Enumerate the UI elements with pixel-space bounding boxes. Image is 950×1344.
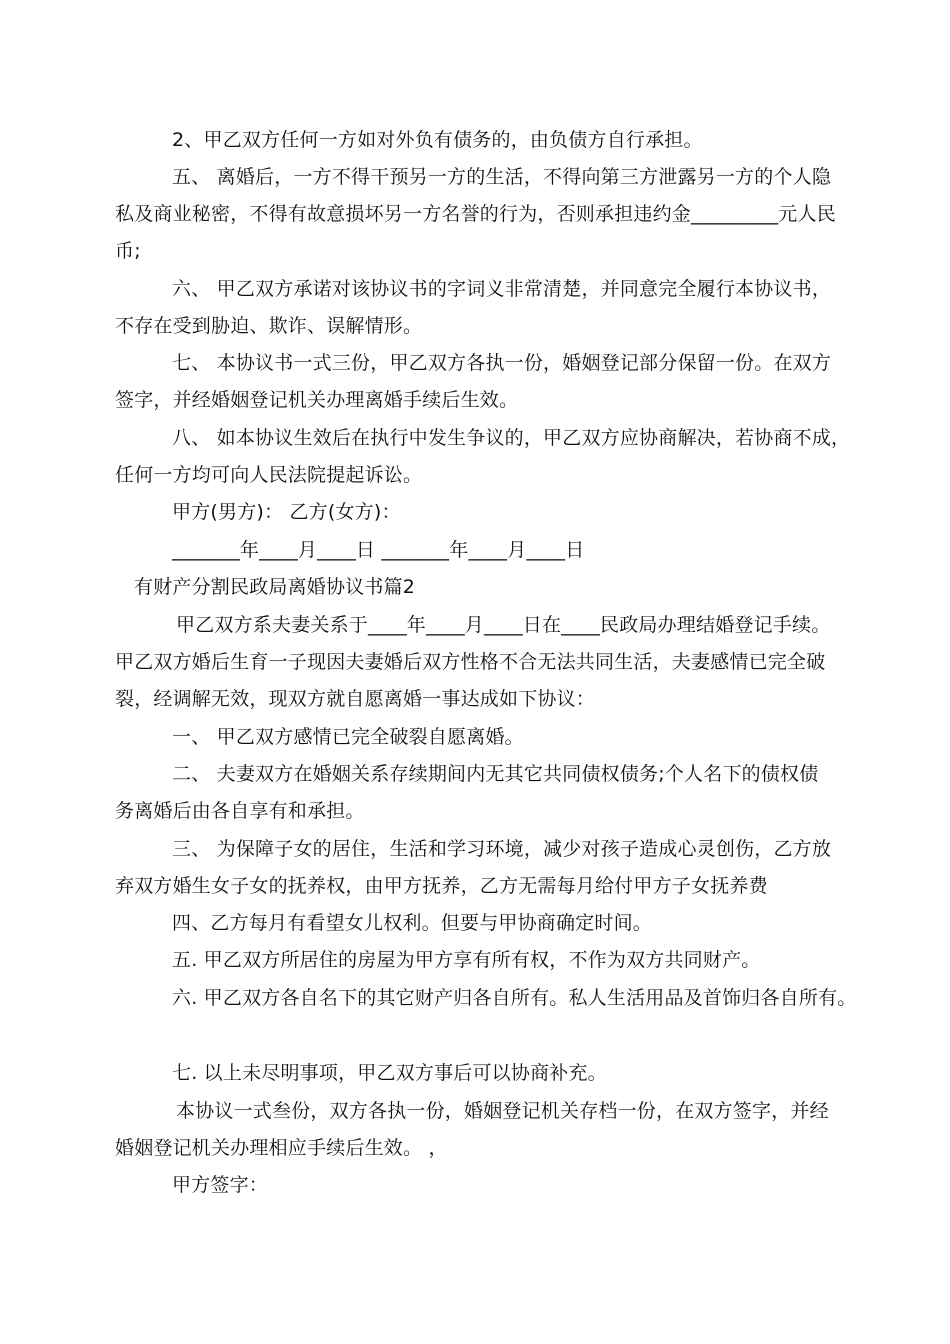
text-line: 甲乙双方系夫妻关系于____年____月____日在____民政局办理结婚登记手续。 bbox=[176, 614, 831, 636]
text-line: 七、 本协议书一式三份，甲乙双方各执一份，婚姻登记部分保留一份。在双方 bbox=[172, 352, 832, 374]
text-line: 私及商业秘密，不得有故意损坏另一方名誉的行为，否则承担违约金_________元人民 bbox=[115, 203, 836, 225]
section-heading: 有财产分割民政局离婚协议书篇2 bbox=[134, 576, 416, 598]
text-line: 一、 甲乙双方感情已完全破裂自愿离婚。 bbox=[172, 726, 524, 748]
text-line: 七. 以上未尽明事项，甲乙双方事后可以协商补充。 bbox=[172, 1062, 607, 1084]
text-line: 三、 为保障子女的居住，生活和学习环境，减少对孩子造成心灵创伤，乙方放 bbox=[172, 838, 832, 860]
signature-label: 甲方签字： bbox=[172, 1174, 269, 1196]
text-line: 任何一方均可向人民法院提起诉讼。 bbox=[115, 464, 423, 486]
text-line: 四、乙方每月有看望女儿权利。但要与甲协商确定时间。 bbox=[172, 912, 653, 934]
text-line: 婚姻登记机关办理相应手续后生效。 ， bbox=[115, 1137, 448, 1159]
date-line: _______年____月____日 _______年____月____日 bbox=[172, 539, 585, 561]
text-line: 2、甲乙双方任何一方如对外负有债务的，由负债方自行承担。 bbox=[172, 129, 703, 151]
text-line: 六. 甲乙双方各自名下的其它财产归各自所有。私人生活用品及首饰归各自所有。 bbox=[172, 987, 857, 1009]
text-line: 本协议一式叁份，双方各执一份，婚姻登记机关存档一份，在双方签字，并经 bbox=[176, 1100, 829, 1122]
text-line: 裂，经调解无效，现双方就自愿离婚一事达成如下协议： bbox=[115, 688, 596, 710]
text-line: 五、 离婚后，一方不得干预另一方的生活，不得向第三方泄露另一方的个人隐 bbox=[172, 166, 832, 188]
text-line: 六、 甲乙双方承诺对该协议书的字词义非常清楚，并同意完全履行本协议书， bbox=[172, 278, 832, 300]
text-line: 签字，并经婚姻登记机关办理离婚手续后生效。 bbox=[115, 389, 519, 411]
text-line: 不存在受到胁迫、欺诈、误解情形。 bbox=[115, 315, 423, 337]
text-line: 八、 如本协议生效后在执行中发生争议的，甲乙双方应协商解决，若协商不成， bbox=[172, 427, 851, 449]
text-line: 二、 夫妻双方在婚姻关系存续期间内无其它共同债权债务;个人名下的债权债 bbox=[172, 763, 819, 785]
text-line: 弃双方婚生女子女的抚养权，由甲方抚养，乙方无需每月给付甲方子女抚养费 bbox=[115, 875, 768, 897]
text-line: 甲乙双方婚后生育一子现因夫妻婚后双方性格不合无法共同生活，夫妻感情已完全破 bbox=[115, 651, 826, 673]
text-line: 五. 甲乙双方所居住的房屋为甲方享有所有权，不作为双方共同财产。 bbox=[172, 949, 761, 971]
signature-labels: 甲方(男方)： 乙方(女方)： bbox=[172, 501, 401, 523]
text-line: 务离婚后由各自享有和承担。 bbox=[115, 800, 365, 822]
text-line: 币; bbox=[115, 240, 141, 262]
